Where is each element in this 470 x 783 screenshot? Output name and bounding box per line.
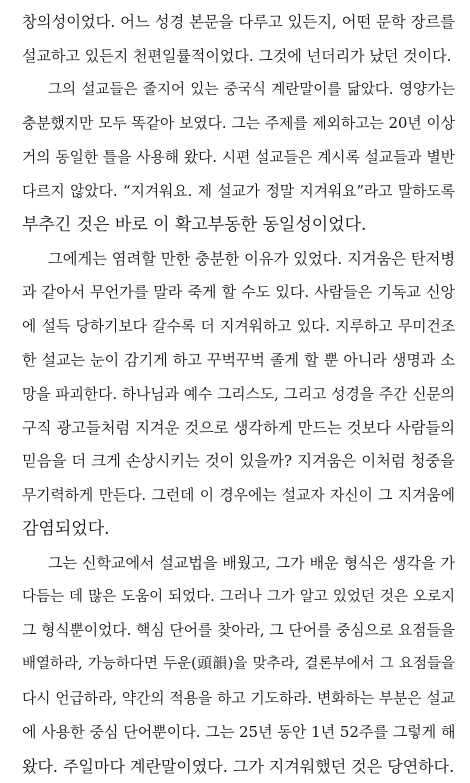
text-line: 에 사용한 중심 단어뿐이다. 그는 25년 동안 1년 52주를 그렇게 해: [22, 722, 455, 741]
text-line: 구직 광고들처럼 지겨운 것으로 생각하게 만드는 것보다 사람들의: [22, 418, 455, 437]
text-line: 왔다. 주일마다 계란말이였다. 그가 지겨워했던 것은 당연하다.: [22, 756, 455, 776]
paragraph-2: [22, 74, 455, 243]
text-line: 믿음을 더 크게 손상시키는 것이 있을까? 지겨움은 이처럼 청중을: [22, 452, 455, 471]
text-line: 창의성이었다. 어느 성경 본문을 다루고 있든지, 어떤 문학 장르를: [22, 13, 455, 31]
text-line: 부추긴 것은 바로 이 확고부동한 동일성이었다.: [22, 214, 367, 235]
text-line: 망을 파괴한다. 하나님과 예수 그리스도, 그리고 성경을 주간 신문의: [22, 385, 455, 403]
text-line: 다듬는 데 많은 도움이 되었다. 그러나 그가 알고 있었던 것은 오로지: [22, 588, 455, 605]
text-line: 그는 신학교에서 설교법을 배웠고, 그가 배운 형식은 생각을 가: [48, 553, 455, 572]
paragraph-1: [22, 6, 455, 74]
text-line: 다르지 않았다. “지겨워요. 제 설교가 정말 지겨워요”라고 말하도록: [22, 182, 455, 200]
paragraph-4: [22, 547, 455, 783]
text-line: 에 설득 당하기보다 갈수록 더 지겨워하고 있다. 지루하고 무미건조: [22, 318, 455, 336]
text-line: 그에게는 염려할 만한 충분한 이유가 있었다. 지겨움은 탄저병: [48, 249, 455, 268]
text-line: 배열하라, 가능하다면 두운(頭韻)을 맞추라, 결론부에서 그 요점들을: [22, 656, 455, 673]
text-line: 감염되었다.: [22, 518, 110, 539]
text-line: 그 형식뿐이었다. 핵심 단어를 찾아라, 그 단어를 중심으로 요점들을: [22, 622, 455, 640]
text-line: 그의 설교들은 줄지어 있는 중국식 계란말이를 닮았다. 영양가는: [48, 81, 455, 98]
text-line: 다시 언급하라, 약간의 적용을 하고 기도하라. 변화하는 부분은 설교: [22, 689, 455, 707]
text-line: 무기력하게 만든다. 그런데 이 경우에는 설교자 자신이 그 지겨움에: [22, 487, 455, 505]
text-line: 거의 동일한 틀을 사용해 왔다. 시편 설교들은 계시록 설교들과 별반: [22, 149, 455, 167]
text-line: 한 설교는 눈이 감기게 하고 꾸벅꾸벅 졸게 할 뿐 아니라 생명과 소: [22, 350, 455, 369]
paragraph-3: [22, 243, 455, 547]
text-line: 충분했지만 모두 똑같아 보였다. 그는 주제를 제외하고는 20년 이상: [22, 115, 455, 133]
text-line: 설교하고 있든지 천편일률적이었다. 그것에 넌더리가 났던 것이다.: [22, 46, 452, 65]
text-line: 과 같아서 무언가를 말라 죽게 할 수도 있다. 사람들은 기독교 신앙: [22, 283, 455, 302]
